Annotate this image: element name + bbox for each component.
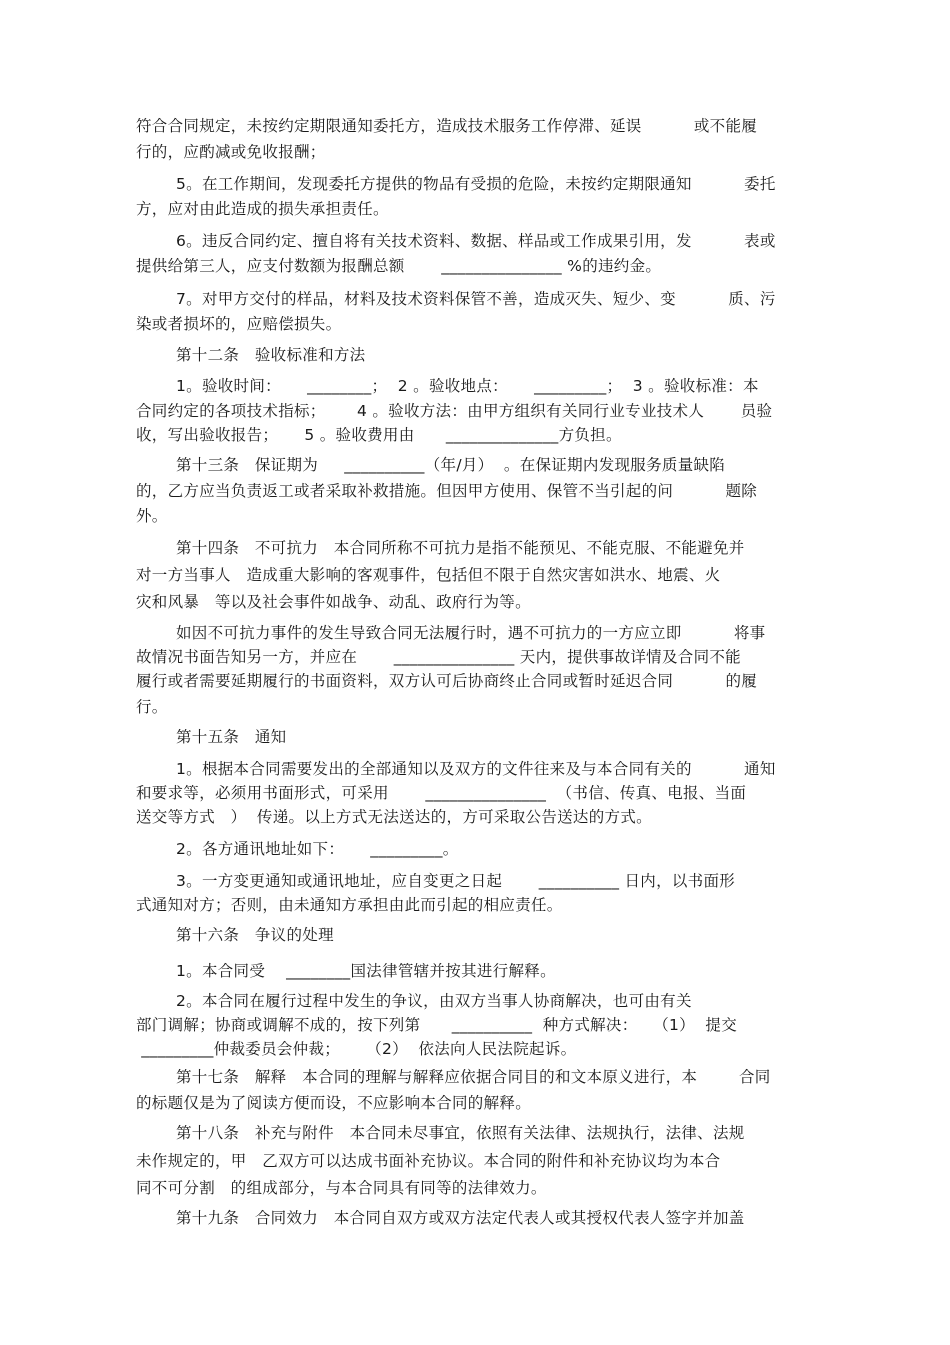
- text-line: 第十七条 解释 本合同的理解与解释应依据合同目的和文本原义进行，本 合同: [176, 1068, 771, 1086]
- text-line: 送交等方式 ） 传递。以上方式无法送达的，方可采取公告送达的方式。: [136, 808, 652, 826]
- text-line: 符合合同规定，未按约定期限通知委托方，造成技术服务工作停滞、延误 或不能履: [136, 117, 758, 135]
- text-line: 未作规定的，甲 乙双方可以达成书面补充协议。本合同的附件和补充协议均为本合: [136, 1152, 721, 1170]
- text-line: 1。本合同受 ________国法律管辖并按其进行解释。: [176, 962, 556, 980]
- section-heading: 第十五条 通知: [176, 728, 287, 746]
- text-line: 行。: [136, 698, 168, 716]
- text-line: 3。一方变更通知或通讯地址，应自变更之日起 __________ 日内，以书面形: [176, 872, 736, 890]
- text-line: 收，写出验收报告； 5 。验收费用由 ______________方负担。: [136, 426, 622, 444]
- text-line: 履行或者需要延期履行的书面资料，双方认可后协商终止合同或暂时延迟合同 的履: [136, 672, 758, 690]
- text-line: 合同约定的各项技术指标； 4 。验收方法：由甲方组织有关同行业专业技术人 员验: [136, 402, 773, 420]
- text-line: 5。在工作期间，发现委托方提供的物品有受损的危险，未按约定期限通知 委托: [176, 175, 776, 193]
- text-line: 外。: [136, 507, 168, 525]
- text-line: 2。本合同在履行过程中发生的争议，由双方当事人协商解决，也可由有关: [176, 992, 692, 1010]
- text-line: 行的，应酌减或免收报酬；: [136, 143, 326, 161]
- text-line: 1。根据本合同需要发出的全部通知以及双方的文件往来及与本合同有关的 通知: [176, 760, 776, 778]
- text-line: 同不可分割 的组成部分，与本合同具有同等的法律效力。: [136, 1179, 547, 1197]
- text-line: 方，应对由此造成的损失承担责任。: [136, 200, 389, 218]
- text-line: 式通知对方；否则，由未通知方承担由此而引起的相应责任。: [136, 896, 563, 914]
- text-line: _________仲裁委员会仲裁； （2） 依法向人民法院起诉。: [136, 1040, 577, 1058]
- text-line: 的，乙方应当负责返工或者采取补救措施。但因甲方使用、保管不当引起的问 题除: [136, 482, 758, 500]
- text-line: 如因不可抗力事件的发生导致合同无法履行时，遇不可抗力的一方应立即 将事: [176, 624, 766, 642]
- text-line: 第十四条 不可抗力 本合同所称不可抗力是指不能预见、不能克服、不能避免并: [176, 539, 745, 557]
- text-line: 灾和风暴 等以及社会事件如战争、动乱、政府行为等。: [136, 593, 531, 611]
- text-line: 2。各方通讯地址如下： _________。: [176, 840, 459, 858]
- text-line: 对一方当事人 造成重大影响的客观事件，包括但不限于自然灾害如洪水、地震、火: [136, 566, 721, 584]
- text-line: 第十八条 补充与附件 本合同未尽事宜，依照有关法律、法规执行，法律、法规: [176, 1124, 745, 1142]
- section-heading: 第十六条 争议的处理: [176, 926, 334, 944]
- text-line: 故情况书面告知另一方，并应在 _______________ 天内，提供事故详情及合同不能: [136, 648, 741, 666]
- text-line: 部门调解；协商或调解不成的，按下列第 __________ 种方式解决： （1） 提交: [136, 1016, 738, 1034]
- text-line: 1。验收时间： ________； 2 。验收地点： _________； 3 。验收标准：本: [176, 377, 759, 395]
- text-line: 和要求等，必须用书面形式，可采用 _______________ （书信、传真、电报、当面: [136, 784, 747, 802]
- text-line: 第十九条 合同效力 本合同自双方或双方法定代表人或其授权代表人签字并加盖: [176, 1209, 745, 1227]
- text-line: 的标题仅是为了阅读方便而设，不应影响本合同的解释。: [136, 1094, 532, 1112]
- text-line: 6。违反合同约定、擅自将有关技术资料、数据、样品或工作成果引用，发 表或: [176, 232, 776, 250]
- text-line: 染或者损坏的，应赔偿损失。: [136, 315, 342, 333]
- text-line: 第十三条 保证期为 __________（年/月） 。在保证期内发现服务质量缺陷: [176, 456, 726, 474]
- text-line: 提供给第三人，应支付数额为报酬总额 _______________ %的违约金。: [136, 257, 662, 275]
- text-line: 7。对甲方交付的样品，材料及技术资料保管不善，造成灭失、短少、变 质、污: [176, 290, 776, 308]
- section-heading: 第十二条 验收标准和方法: [176, 346, 366, 364]
